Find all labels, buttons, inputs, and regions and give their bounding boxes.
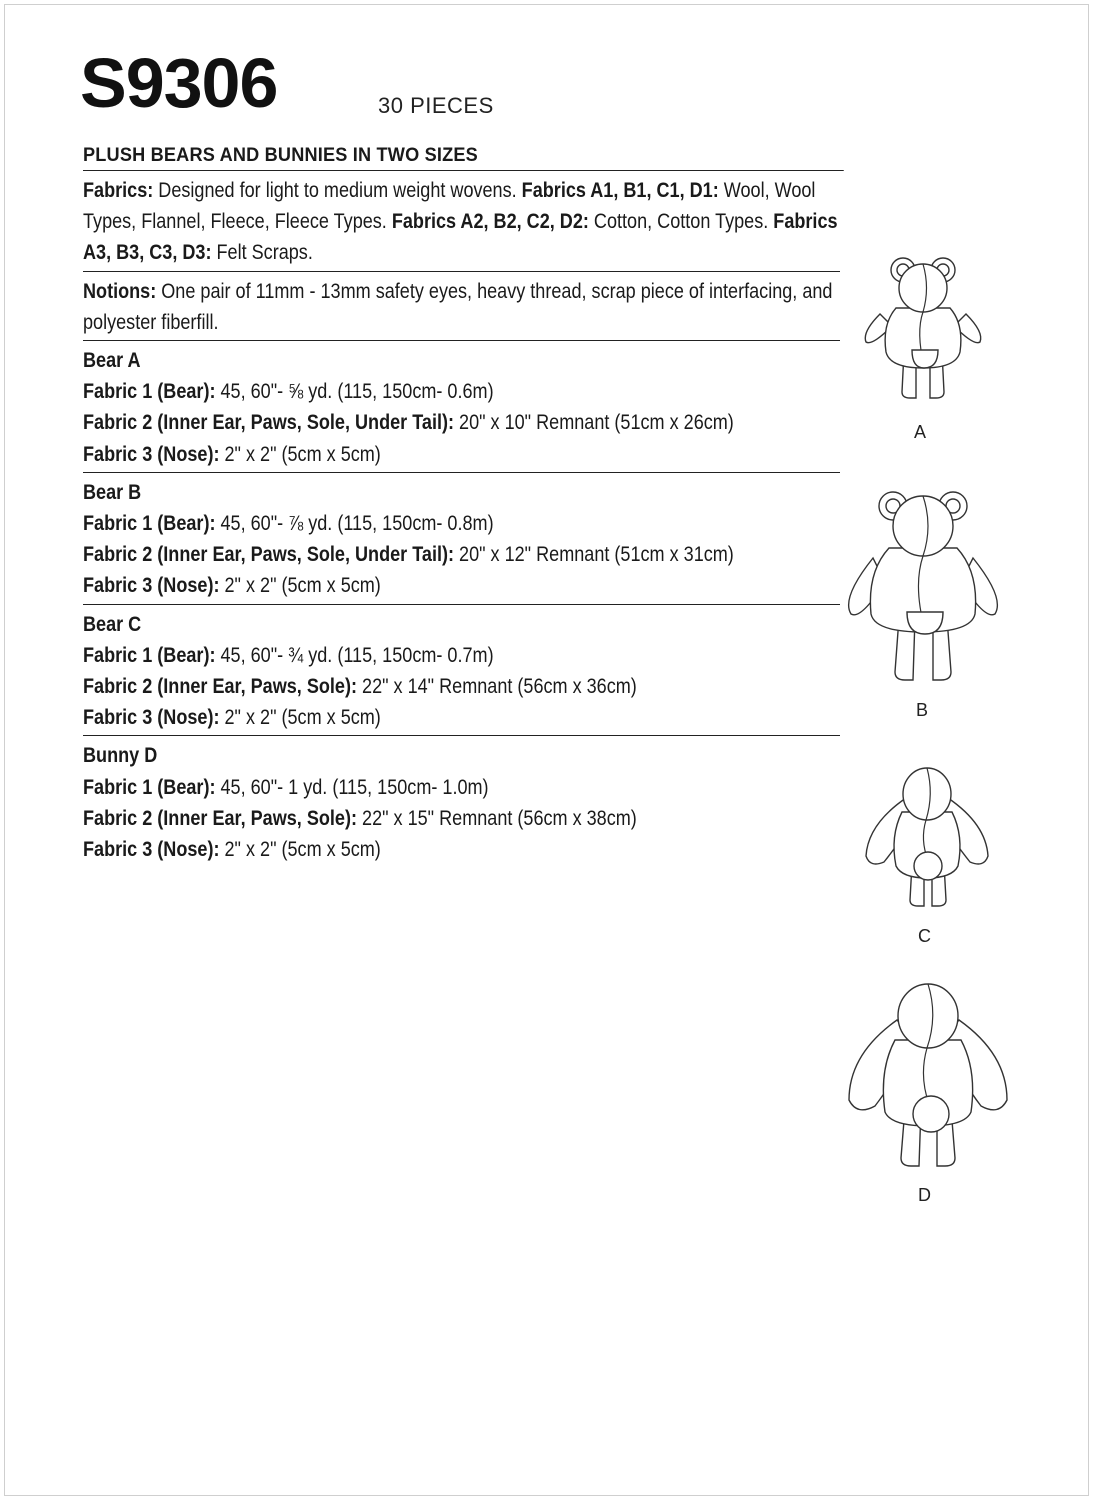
fabric-row-value: 22" x 15" Remnant (56cm x 38cm): [357, 806, 637, 830]
fabric-row: [83, 439, 734, 470]
notions-text: One pair of 11mm - 13mm safety eyes, heavy thread, scrap piece of interfacing, and polyester fiberfill.: [83, 279, 833, 334]
fabric-row-label: Fabric 3 (Nose):: [83, 574, 220, 598]
fabric-row-label: Fabric 1 (Bear):: [83, 512, 216, 536]
fabric-row-value: 2" x 2" (5cm x 5cm): [219, 838, 381, 862]
view-heading: Bear B: [83, 480, 142, 504]
fabrics-group1-text: Wool, Wool Types, Flannel, Fleece, Fleece Types.: [83, 179, 816, 234]
fabric-row-label: Fabric 1 (Bear):: [83, 380, 216, 404]
fabric-row-label: Fabric 1 (Bear):: [83, 775, 216, 799]
fabric-row: [83, 803, 734, 834]
fabric-row-label: Fabric 2 (Inner Ear, Paws, Sole, Under Tail):: [83, 543, 455, 567]
fabric-row: [83, 407, 734, 438]
view-section-bear-c: [83, 605, 840, 737]
fabrics-section: [83, 171, 840, 272]
notions-paragraph: [83, 276, 838, 338]
fabric-row-label: Fabric 3 (Nose):: [83, 706, 220, 730]
fabric-row-label: Fabric 2 (Inner Ear, Paws, Sole):: [83, 806, 358, 830]
fabric-row-value: 45, 60"- ⅞ yd. (115, 150cm- 0.8m): [215, 512, 494, 536]
bear-b-head: [893, 496, 953, 556]
fabric-row: [83, 834, 734, 865]
pattern-info: [83, 140, 840, 867]
pattern-number: S9306: [80, 44, 278, 122]
fabric-row-value: 22" x 14" Remnant (56cm x 36cm): [357, 675, 637, 699]
fabric-row: [83, 539, 734, 570]
pattern-title: PLUSH BEARS AND BUNNIES IN TWO SIZES: [83, 140, 843, 171]
fabric-row-label: Fabric 2 (Inner Ear, Paws, Sole, Under Tail):: [83, 411, 455, 435]
fabrics-group2-text: Cotton, Cotton Types.: [588, 210, 774, 234]
view-section-bear-a: [83, 341, 840, 473]
bear-a-head: [899, 264, 947, 312]
pieces-count: 30 PIECES: [378, 93, 494, 118]
fabric-row-label: Fabric 1 (Bear):: [83, 643, 216, 667]
bunny-d-tail: [913, 1096, 949, 1132]
fabric-row: [83, 640, 734, 671]
figure-label-d: D: [918, 1185, 931, 1205]
fabric-row: [83, 671, 734, 702]
fabric-row: [83, 772, 734, 803]
view-heading: Bunny D: [83, 744, 158, 768]
fabrics-intro: Designed for light to medium weight wovens.: [153, 179, 522, 202]
fabrics-group1-label: Fabrics A1, B1, C1, D1:: [521, 179, 719, 202]
fabric-row: [83, 376, 734, 407]
fabrics-paragraph: [83, 175, 838, 269]
fabric-row-value: 45, 60"- ¾ yd. (115, 150cm- 0.7m): [215, 643, 494, 667]
notions-section: [83, 272, 840, 341]
bunny-c-tail: [914, 852, 942, 880]
fabric-row-value: 2" x 2" (5cm x 5cm): [219, 442, 381, 466]
bunny-d-illustration: [843, 980, 1013, 1170]
fabric-row-label: Fabric 3 (Nose):: [83, 838, 220, 862]
fabric-row: [83, 508, 734, 539]
figure-label-a: A: [914, 422, 927, 442]
fabric-row: [83, 702, 734, 733]
bear-a-illustration: [858, 252, 988, 417]
fabric-row-value: 20" x 10" Remnant (51cm x 26cm): [454, 411, 734, 435]
bunny-c-head: [903, 768, 951, 820]
fabric-row-value: 2" x 2" (5cm x 5cm): [219, 706, 381, 730]
fabrics-label: Fabrics:: [83, 179, 154, 202]
view-section-bear-b: [83, 473, 840, 605]
bunny-c-illustration: [862, 764, 992, 914]
fabric-row-label: Fabric 2 (Inner Ear, Paws, Sole):: [83, 675, 358, 699]
fabric-row-value: 2" x 2" (5cm x 5cm): [219, 574, 381, 598]
fabrics-group2-label: Fabrics A2, B2, C2, D2:: [391, 210, 589, 234]
fabrics-group3-label: Fabrics A3, B3, C3, D3:: [83, 210, 838, 265]
fabric-row-value: 45, 60"- 1 yd. (115, 150cm- 1.0m): [215, 775, 489, 799]
view-section-bunny-d: [83, 736, 840, 867]
figure-label-b: B: [916, 700, 929, 720]
bear-b-illustration: [845, 486, 1003, 698]
view-heading: Bear C: [83, 612, 142, 636]
notions-label: Notions:: [83, 279, 157, 303]
view-heading: Bear A: [83, 349, 141, 373]
fabric-row: [83, 570, 734, 601]
bunny-d-head: [898, 984, 958, 1048]
figure-label-c: C: [918, 926, 931, 946]
fabric-row-value: 20" x 12" Remnant (51cm x 31cm): [454, 543, 734, 567]
fabric-row-label: Fabric 3 (Nose):: [83, 442, 220, 466]
fabrics-group3-text: Felt Scraps.: [211, 241, 313, 265]
fabric-row-value: 45, 60"- ⅝ yd. (115, 150cm- 0.6m): [215, 380, 494, 404]
